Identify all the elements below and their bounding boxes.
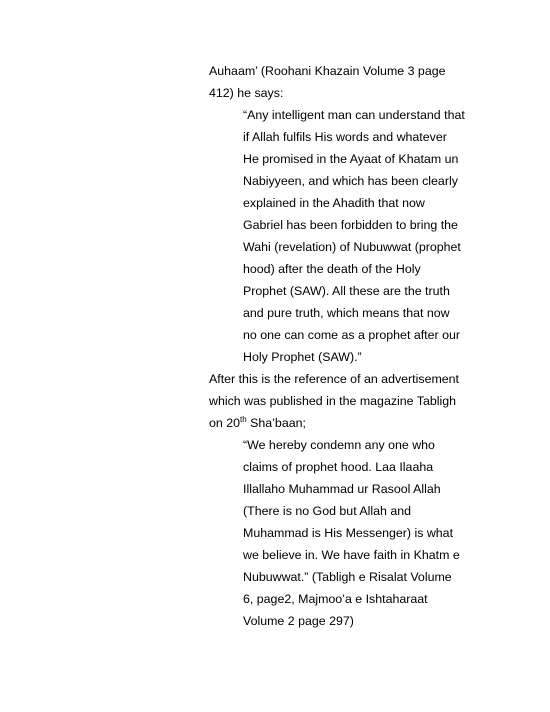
middle-line-2: which was published in the magazine Tabligh	[209, 394, 457, 408]
quote2-line-7: Nubuwwat.” (Tabligh e Risalat Volume	[243, 570, 452, 584]
middle-line-1: After this is the reference of an advertisement	[209, 372, 460, 386]
quote1-line-1: “Any intelligent man can understand that	[243, 108, 465, 122]
date-suffix: Sha’baan;	[246, 416, 306, 430]
intro-line-2: 412) he says:	[209, 86, 284, 100]
quote1-line-11: no one can come as a prophet after our	[243, 328, 460, 342]
intro-line-1: Auhaam’ (Roohani Khazain Volume 3 page	[209, 64, 446, 78]
date-superscript: th	[240, 415, 247, 424]
quote2-line-3: Illallaho Muhammad ur Rasool Allah	[243, 482, 441, 496]
quote1-line-3: He promised in the Ayaat of Khatam un	[243, 152, 459, 166]
quote1-line-9: Prophet (SAW). All these are the truth	[243, 284, 450, 298]
quote2-line-1: “We hereby condemn any one who	[243, 438, 435, 452]
quote1-line-8: hood) after the death of the Holy	[243, 262, 421, 276]
quote1-line-4: Nabiyyeen, and which has been clearly	[243, 174, 458, 188]
date-line	[209, 416, 306, 431]
quote1-line-10: and pure truth, which means that now	[243, 306, 450, 320]
quote2-line-8: 6, page2, Majmoo’a e Ishtaharaat	[243, 592, 428, 606]
quote2-line-5: Muhammad is His Messenger) is what	[243, 526, 454, 540]
quote1-line-2: if Allah fulfils His words and whatever	[243, 130, 447, 144]
quote2-line-4: (There is no God but Allah and	[243, 504, 412, 518]
quote1-line-5: explained in the Ahadith that now	[243, 196, 425, 210]
date-prefix: on 20	[209, 416, 241, 430]
quote1-line-12: Holy Prophet (SAW).”	[243, 350, 362, 364]
quote1-line-6: Gabriel has been forbidden to bring the	[243, 218, 458, 232]
quote1-line-7: Wahi (revelation) of Nubuwwat (prophet	[243, 240, 461, 254]
quote2-line-2: claims of prophet hood. Laa Ilaaha	[243, 460, 434, 474]
quote2-line-6: we believe in. We have faith in Khatm e	[243, 548, 460, 562]
quote2-line-9: Volume 2 page 297)	[243, 614, 354, 628]
